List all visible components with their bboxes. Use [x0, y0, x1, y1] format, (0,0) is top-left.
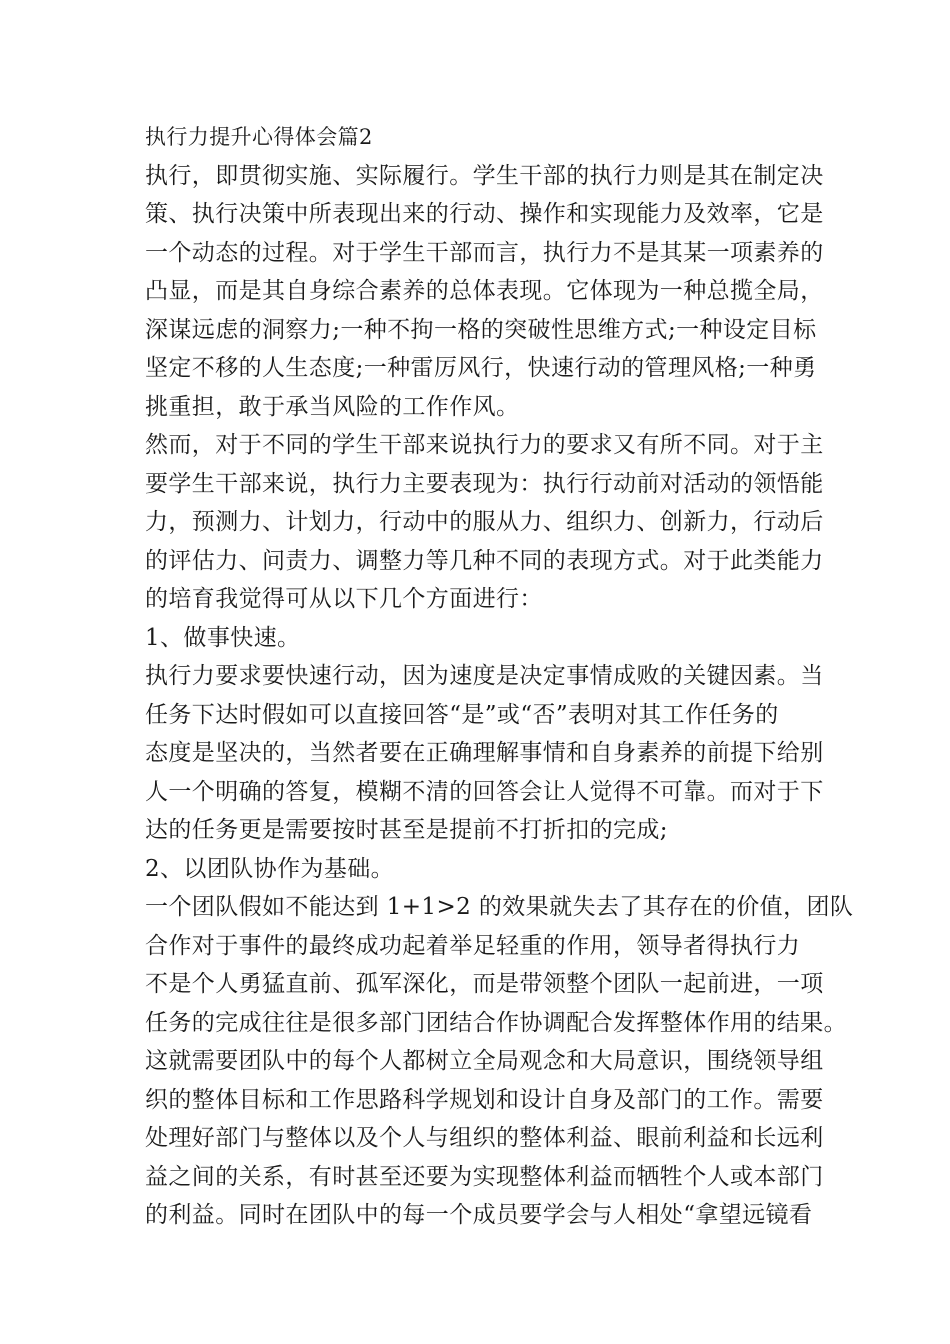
- text-line: 达的任务更是需要按时甚至是提前不打折扣的完成;: [145, 817, 668, 843]
- text-line: 人一个明确的答复，模糊不清的回答会让人觉得不可靠。而对于下: [145, 778, 824, 805]
- text-line: 然而，对于不同的学生干部来说执行力的要求又有所不同。对于主: [145, 432, 824, 458]
- text-line: 凸显，而是其自身综合素养的总体表现。它体现为一种总揽全局，: [145, 278, 824, 304]
- text-line: 深谋远虑的洞察力;一种不拘一格的突破性思维方式;一种设定目标: [145, 316, 817, 343]
- text-line: 要学生干部来说，执行力主要表现为：执行行动前对活动的领悟能: [145, 470, 824, 497]
- section-heading: 2、以团队协作为基础。: [145, 855, 395, 882]
- document-body: [145, 118, 854, 1235]
- text-line: 这就需要团队中的每个人都树立全局观念和大局意识，围绕领导组: [145, 1048, 824, 1074]
- text-line: 任务的完成往往是很多部门团结合作协调配合发挥整体作用的结果。: [145, 1009, 847, 1036]
- text-line: 执行力要求要快速行动，因为速度是决定事情成败的关键因素。当: [145, 663, 824, 689]
- text-line: 挑重担，敢于承当风险的工作作风。: [145, 393, 520, 420]
- section-heading: 1、做事快速。: [145, 624, 301, 651]
- text-line: 益之间的关系，有时甚至还要为实现整体利益而牺牲个人或本部门: [145, 1163, 824, 1190]
- text-line: 处理好部门与整体以及个人与组织的整体利益、眼前利益和长远利: [145, 1125, 824, 1151]
- document-title: 执行力提升心得体会篇2: [145, 125, 373, 149]
- text-line: 一个动态的过程。对于学生干部而言，执行力不是其某一项素养的: [145, 239, 824, 266]
- text-line: 态度是坚决的，当然者要在正确理解事情和自身素养的前提下给别: [145, 740, 824, 766]
- text-line: 的评估力、问责力、调整力等几种不同的表现方式。对于此类能力: [145, 547, 824, 574]
- text-line: 任务下达时假如可以直接回答“是”或“否”表明对其工作任务的: [145, 701, 779, 728]
- text-line: 执行，即贯彻实施、实际履行。学生干部的执行力则是其在制定决: [145, 162, 824, 189]
- text-line: 不是个人勇猛直前、孤军深化，而是带领整个团队一起前进，一项: [145, 971, 824, 997]
- text-line: 的利益。同时在团队中的每一个成员要学会与人相处“拿望远镜看: [145, 1202, 813, 1228]
- text-line: 合作对于事件的最终成功起着举足轻重的作用，领导者得执行力: [145, 932, 801, 959]
- text-line: 一个团队假如不能达到 1+1>2 的效果就失去了其存在的价值，团队: [145, 894, 854, 920]
- text-line: 坚定不移的人生态度;一种雷厉风行，快速行动的管理风格;一种勇: [145, 355, 817, 381]
- text-line: 的培育我觉得可从以下几个方面进行：: [145, 586, 543, 612]
- text-line: 策、执行决策中所表现出来的行动、操作和实现能力及效率，它是: [145, 201, 824, 227]
- text-line: 织的整体目标和工作思路科学规划和设计自身及部门的工作。需要: [145, 1086, 824, 1113]
- text-line: 力，预测力、计划力，行动中的服从力、组织力、创新力，行动后: [145, 509, 824, 535]
